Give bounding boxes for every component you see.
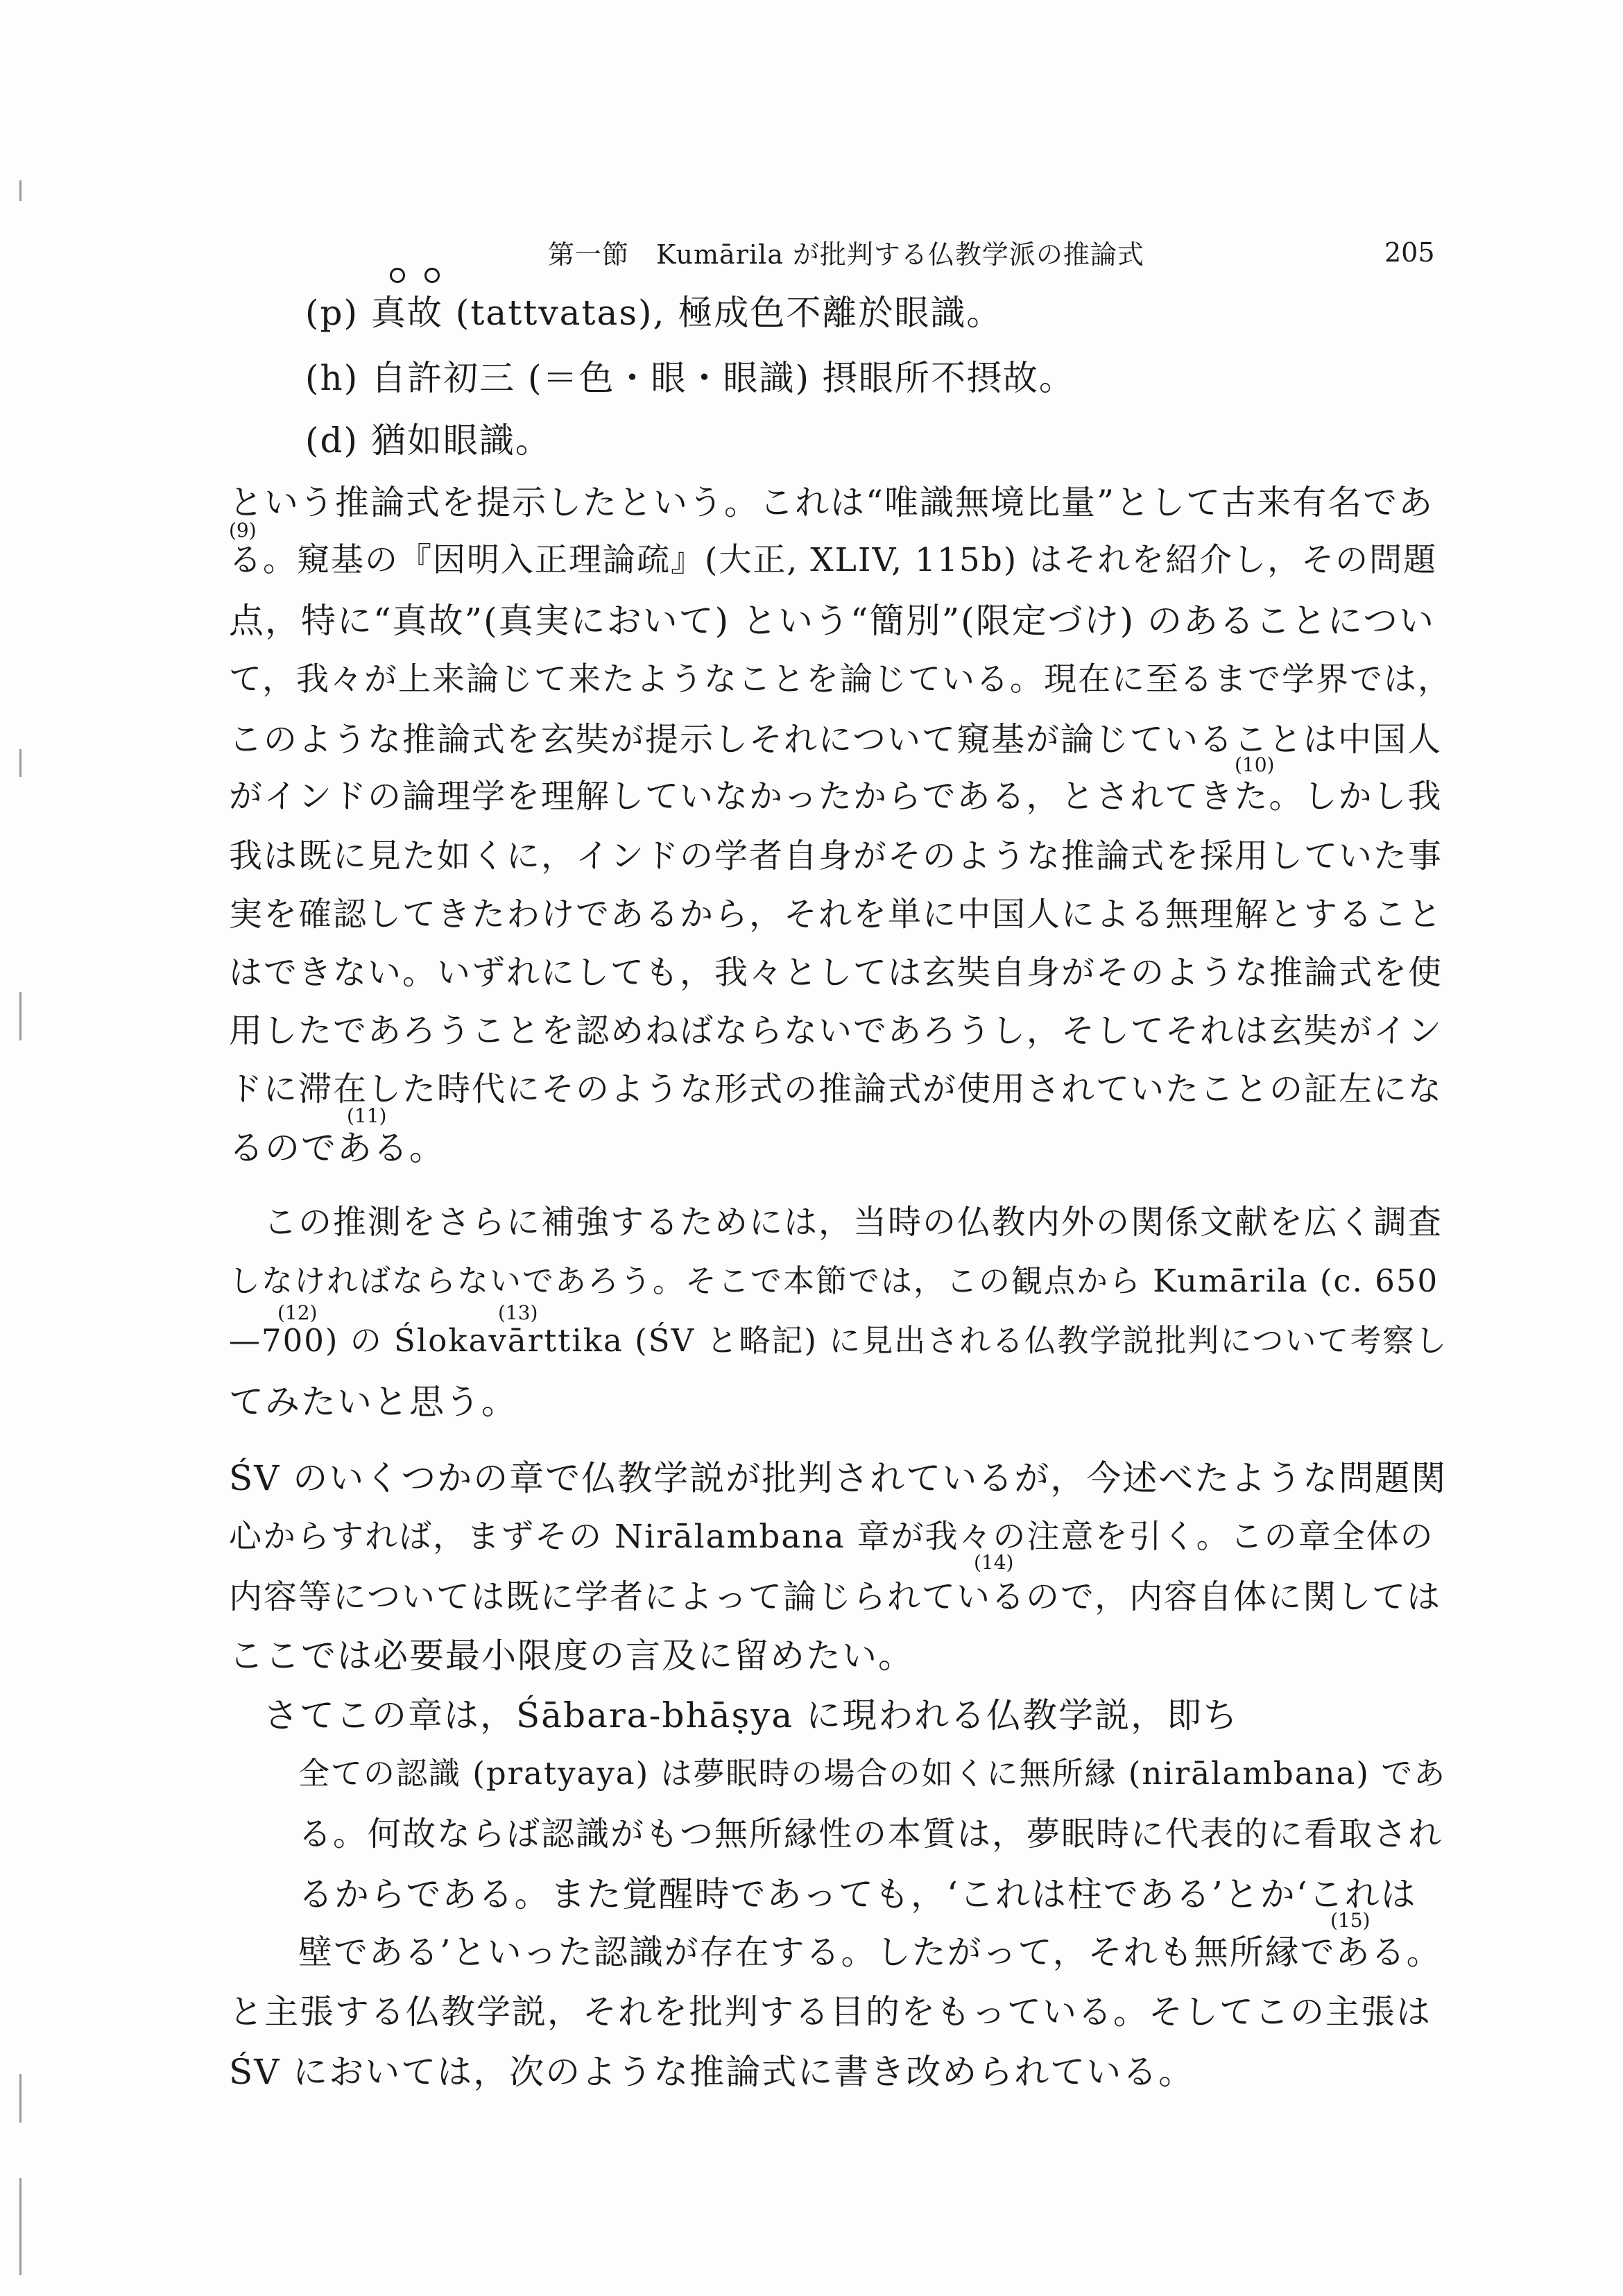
footnote-mark: (13)	[498, 1301, 538, 1324]
syllogism-thesis: (p) 真故 (tattvatas), 極成色不離於眼識。	[305, 293, 1003, 333]
footnote-mark: (14)	[974, 1551, 1014, 1574]
body-line: このような推論式を玄奘が提示しそれについて窺基が論じていることは中国人	[229, 720, 1443, 759]
scan-edge-mark	[19, 2178, 22, 2275]
footnote-mark: (10)	[1235, 753, 1275, 776]
scan-edge-mark	[19, 992, 22, 1040]
syllogism-reason: (h) 自許初三 (＝色・眼・眼識) 摂眼所不摂故。	[305, 358, 1075, 398]
quoted-line: 壁である’といった認識が存在する。したがって，それも無所縁である。	[298, 1933, 1442, 1972]
quoted-line: るからである。また覚醒時であっても，‘これは柱である’とか‘これは	[298, 1874, 1417, 1914]
body-line: さてこの章は，Śābara-bhāṣya に現われる仏教学説，即ち	[264, 1695, 1239, 1736]
body-line: 内容等については既に学者によって論じられているので，内容自体に関しては	[229, 1577, 1442, 1616]
quoted-line: る。何故ならば認識がもつ無所縁性の本質は，夢眠時に代表的に看取され	[298, 1815, 1443, 1853]
body-line: はできない。いずれにしても，我々としては玄奘自身がそのような推論式を使	[229, 953, 1443, 992]
body-line: ŚV のいくつかの章で仏教学説が批判されているが，今述べたような問題関	[229, 1458, 1448, 1498]
page-number: 205	[1384, 237, 1435, 268]
body-line: 我は既に見た如くに，インドの学者自身がそのような推論式を採用していた事	[229, 837, 1443, 875]
body-line: るのである。	[229, 1128, 445, 1168]
emphasis-dot	[390, 268, 405, 283]
running-header: 第一節 Kumārila が批判する仏教学派の推論式	[548, 239, 1144, 270]
body-line: ŚV においては，次のような推論式に書き改められている。	[229, 2052, 1195, 2092]
scan-edge-mark	[19, 180, 22, 201]
emphasis-dot	[424, 268, 440, 283]
syllogism-example: (d) 猶如眼識。	[305, 420, 551, 461]
footnote-mark: (11)	[347, 1104, 387, 1127]
body-line: る。窺基の『因明入正理論疏』(大正, XLIV, 115b) はそれを紹介し，その問題	[229, 541, 1438, 579]
body-line: 点，特に“真故”(真実において) という“簡別”(限定づけ) のあることについ	[229, 601, 1436, 641]
scan-edge-mark	[19, 749, 22, 777]
body-line: て，我々が上来論じて来たようなことを論じている。現在に至るまで学界では，	[229, 660, 1452, 699]
body-line: —700) の Ślokavārttika (ŚV と略記) に見出される仏教学説批判について考察し	[229, 1322, 1448, 1359]
body-line: と主張する仏教学説，それを批判する目的をもっている。そしてこの主張は	[229, 1992, 1432, 2032]
scan-edge-mark	[19, 2074, 22, 2123]
body-line: しなければならないであろう。そこで本節では，この観点から Kumārila (c. 650	[229, 1262, 1439, 1299]
quoted-line: 全ての認識 (pratyaya) は夢眠時の場合の如くに無所縁 (nirālambana) であ	[298, 1755, 1447, 1792]
body-line: 実を確認してきたわけであるから，それを単に中国人による無理解とすること	[229, 895, 1443, 934]
body-line: ここでは必要最小限度の言及に留めたい。	[229, 1636, 914, 1676]
body-line: という推論式を提示したという。これは“唯識無境比量”として古来有名であ	[229, 483, 1434, 522]
body-line: がインドの論理学を理解していなかったからである，とされてきた。しかし我	[229, 777, 1443, 816]
body-line: 用したであろうことを認めねばならないであろうし，そしてそれは玄奘がイン	[229, 1011, 1443, 1050]
footnote-mark: (9)	[229, 519, 257, 542]
body-line: 心からすれば，まずその Nirālambana 章が我々の注意を引く。この章全体の	[229, 1518, 1434, 1556]
body-line: この推測をさらに補強するためには，当時の仏教内外の関係文献を広く調査	[264, 1203, 1443, 1242]
body-line: ドに滞在した時代にそのような形式の推論式が使用されていたことの証左にな	[229, 1070, 1443, 1108]
body-line: てみたいと思う。	[229, 1382, 517, 1422]
footnote-mark: (15)	[1330, 1909, 1371, 1932]
footnote-mark: (12)	[277, 1301, 318, 1324]
